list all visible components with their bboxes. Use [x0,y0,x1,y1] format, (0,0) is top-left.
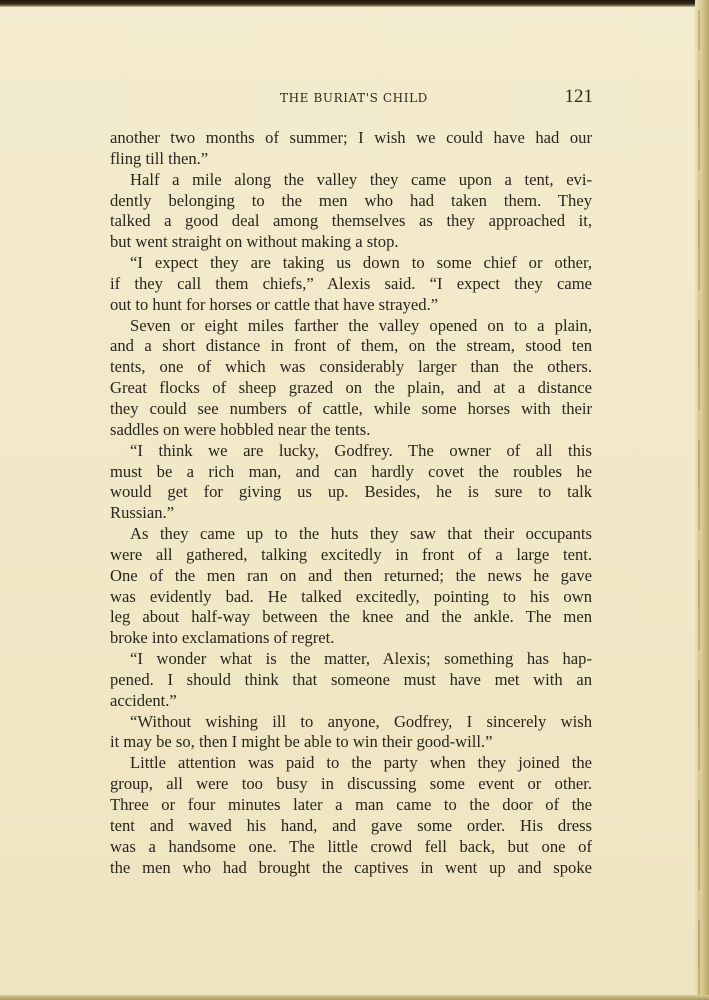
text-line: group, all were too busy in discussing some event or other. [110,774,592,794]
body-text [110,128,592,878]
text-line: leg about half-way between the knee and the ankle. The men [110,607,592,627]
text-line: but went straight on without making a stop. [110,232,399,252]
running-title: THE BURIAT'S CHILD [280,91,428,105]
text-line: and a short distance in front of them, on the stream, stood ten [110,336,592,356]
page-bottom-edge [0,995,709,1000]
text-line: was evidently bad. He talked excitedly, pointing to his own [110,586,592,606]
text-line: Seven or eight miles farther the valley opened on to a plain, [130,315,592,335]
text-line: fling till then.” [110,148,209,168]
text-line: another two months of summer; I wish we could have had our [110,128,592,147]
page-top-edge [0,0,709,7]
text-line: Little attention was paid to the party when they joined the [130,753,592,773]
text-line: was a handsome one. The little crowd fell back, but one of [110,836,592,856]
text-line: “Without wishing ill to anyone, Godfrey, I sincerely wish [130,711,592,731]
text-line: “I expect they are taking us down to some chief or other, [130,253,592,273]
text-line: Great flocks of sheep grazed on the plain, and at a distance [110,378,592,398]
text-line: would get for giving us up. Besides, he is sure to talk [110,482,592,502]
text-line: the men who had brought the captives in went up and spoke [110,857,592,877]
text-line: Half a mile along the valley they came upon a tent, evi- [130,169,592,189]
text-line: One of the men ran on and then returned; the news he gave [110,565,592,585]
text-line: pened. I should think that someone must have met with an [110,669,592,689]
text-line: broke into exclamations of regret. [110,628,335,648]
running-header [110,88,595,110]
text-line: they could see numbers of cattle, while some horses with their [110,398,592,418]
page-number: 121 [564,86,593,107]
text-line: must be a rich man, and can hardly covet the roubles he [110,461,592,481]
text-line: talked a good deal among themselves as they approached it, [110,211,592,231]
text-line: “I wonder what is the matter, Alexis; something has hap- [130,649,592,669]
text-line: As they came up to the huts they saw that their occupants [130,524,592,544]
text-line: “I think we are lucky, Godfrey. The owner of all this [130,440,592,460]
text-line: if they call them chiefs,” Alexis said. “I expect they came [110,273,592,293]
text-line: Three or four minutes later a man came to the door of the [110,795,592,814]
text-line: Russian.” [110,503,175,523]
text-line: saddles on were hobbled near the tents. [110,419,371,439]
binding-shadow [698,10,700,995]
text-line: accident.” [110,690,177,710]
text-line: dently belonging to the men who had taken them. They [110,190,592,210]
text-line: tents, one of which was considerably larger than the others. [110,357,592,377]
text-line: it may be so, then I might be able to win their good-will.” [110,732,493,752]
text-line: were all gathered, talking excitedly in front of a large tent. [110,544,592,564]
text-line: out to hunt for horses or cattle that have strayed.” [110,294,439,314]
text-line: tent and waved his hand, and gave some order. His dress [110,815,592,835]
